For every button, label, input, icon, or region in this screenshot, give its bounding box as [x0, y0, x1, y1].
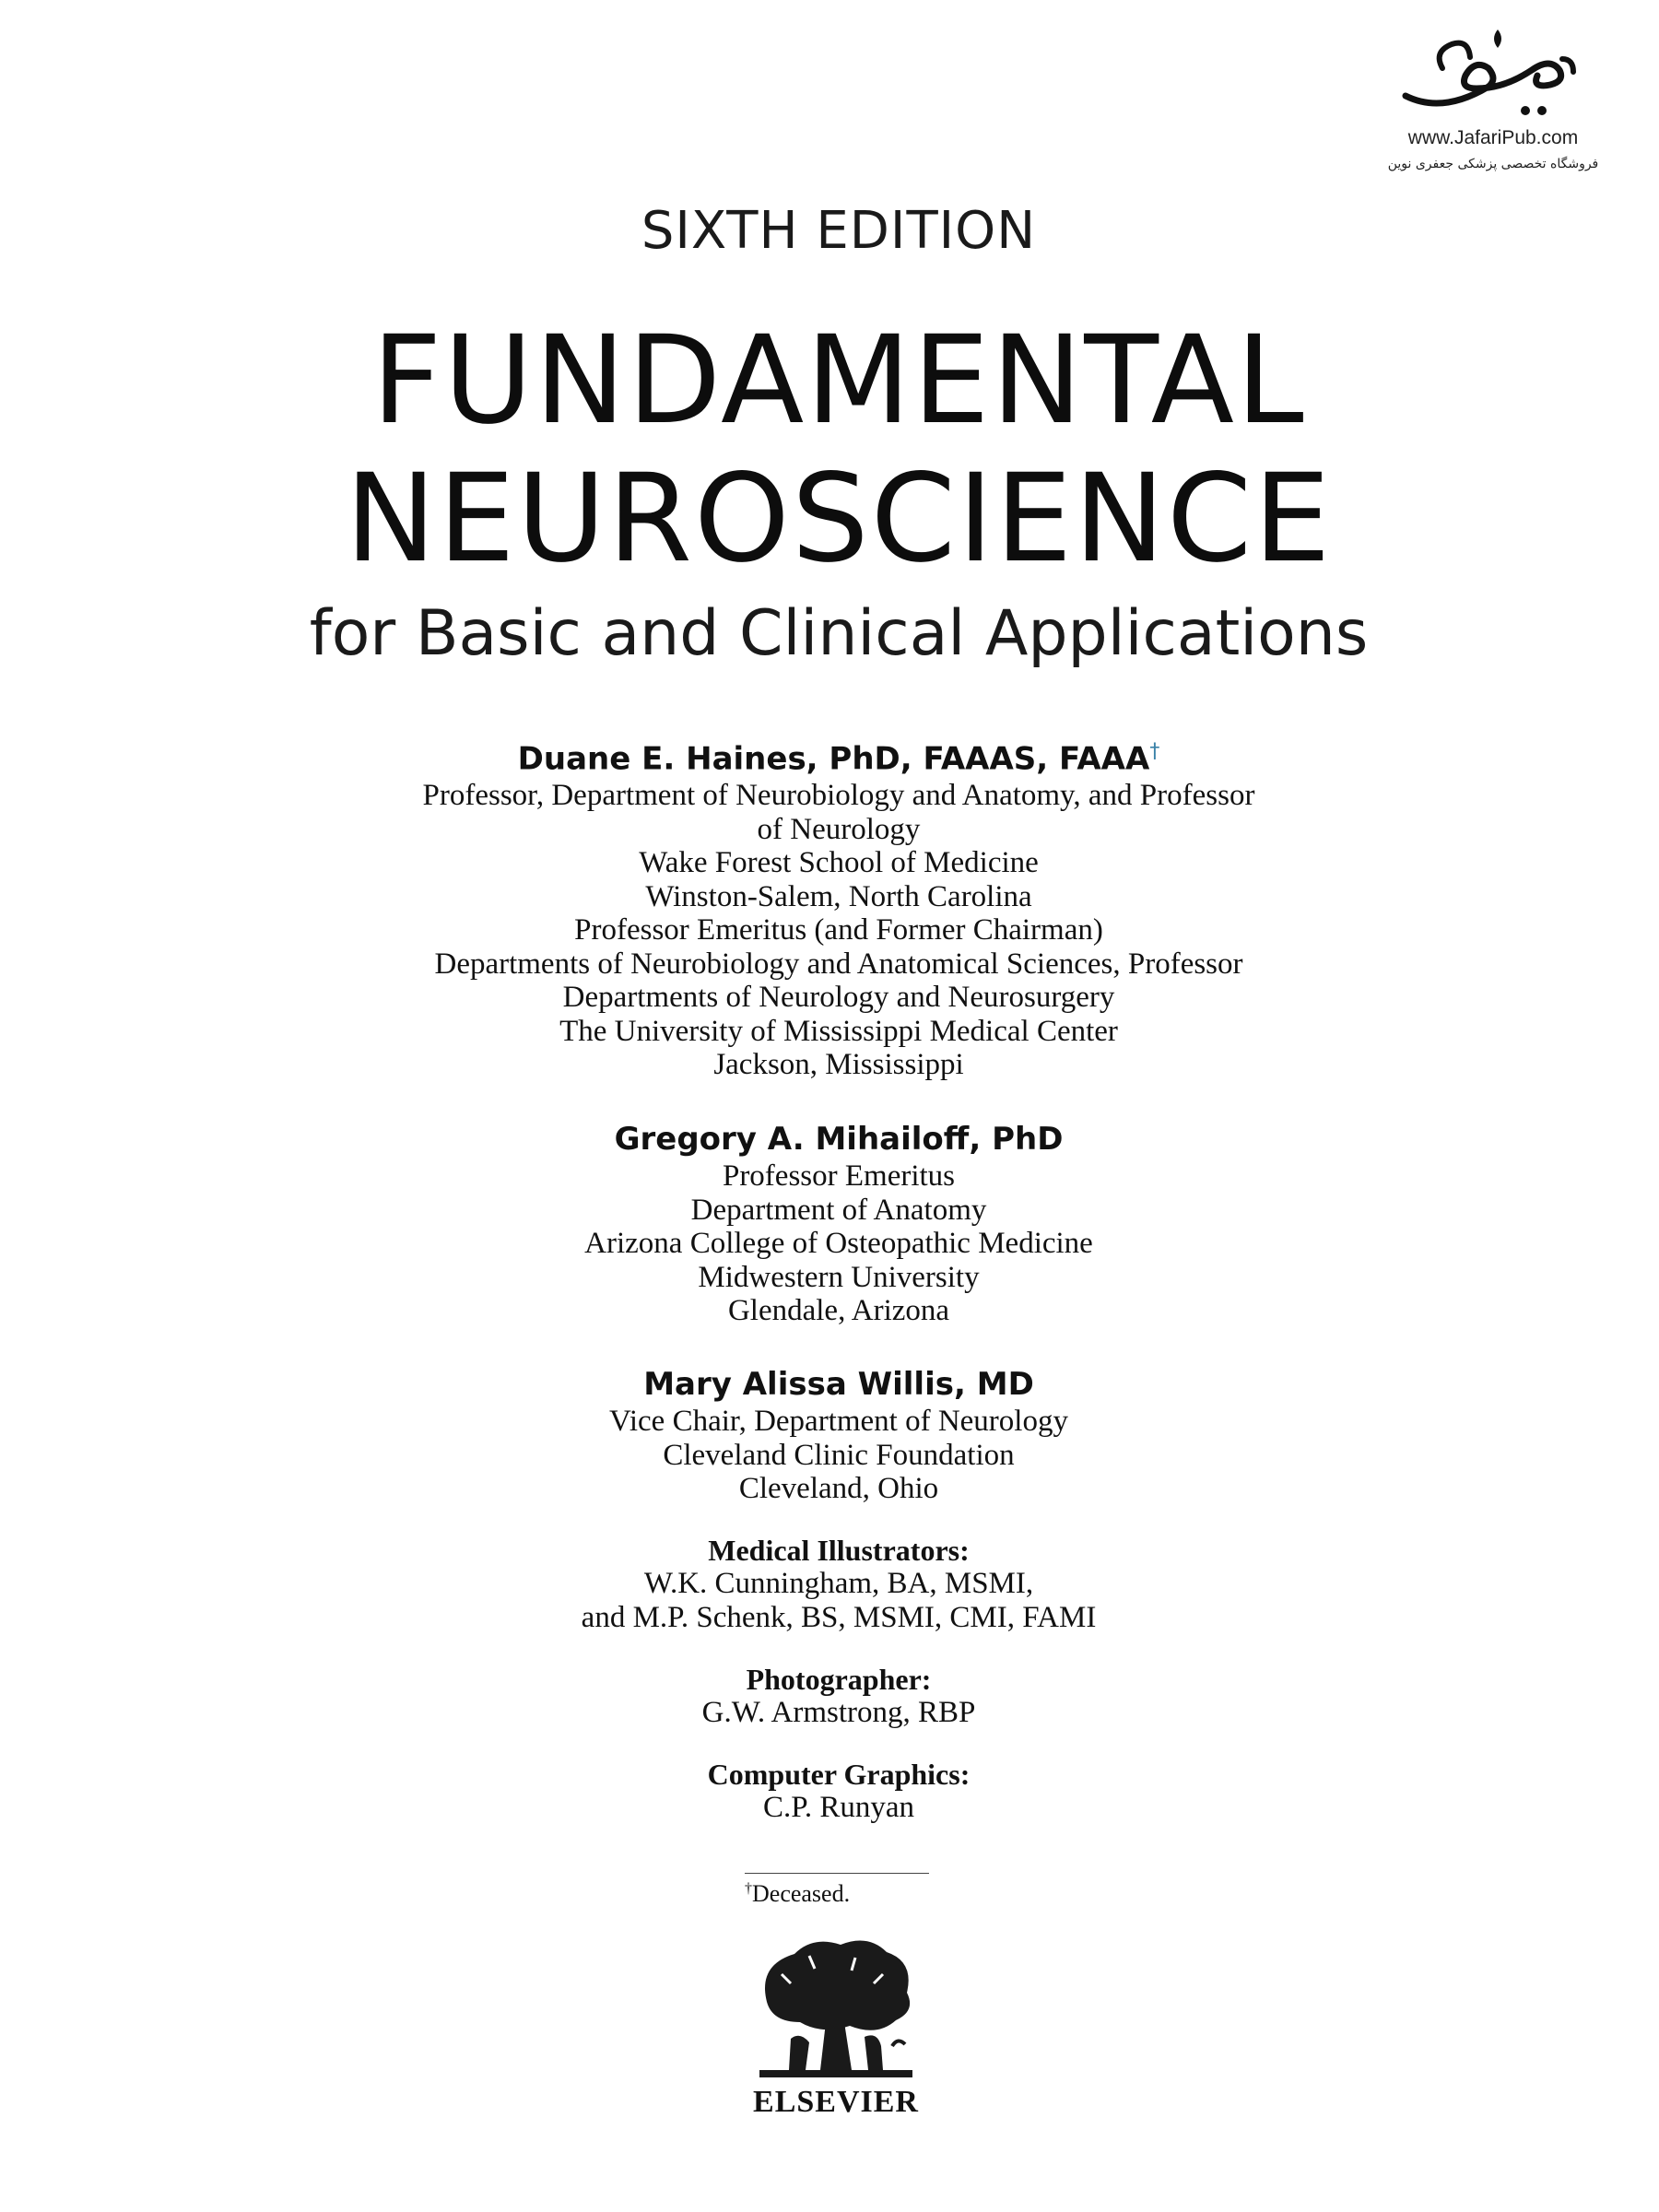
author-name: Duane E. Haines, PhD, FAAAS, FAAA† [517, 740, 1160, 778]
footnote: †Deceased. [745, 1880, 851, 1907]
contributor-name: and M.P. Schenk, BS, MSMI, CMI, FAMI [581, 1600, 1097, 1634]
affiliation-line: Cleveland, Ohio [738, 1472, 939, 1505]
affiliation-line: Professor Emeritus [722, 1159, 956, 1193]
contributor-role: Computer Graphics: [707, 1758, 971, 1791]
affiliation-line: Arizona College of Osteopathic Medicine [584, 1227, 1093, 1260]
affiliation-line: Department of Anatomy [690, 1193, 987, 1227]
affiliation-line: Winston-Salem, North Carolina [645, 879, 1032, 913]
affiliation-line: Departments of Neurobiology and Anatomical Sciences, Professor [434, 947, 1243, 981]
contributor-role: Photographer: [746, 1663, 932, 1696]
author-block-mihailoff [0, 1119, 1659, 1328]
book-title-line-2: NEUROSCIENCE [345, 448, 1333, 590]
publisher-watermark [1364, 22, 1622, 188]
affiliation-line: Professor, Department of Neurobiology and Anatomy, and Professor [422, 779, 1255, 813]
author-name: Gregory A. Mihailoff, PhD [614, 1121, 1064, 1158]
affiliation-line: Departments of Neurology and Neurosurgery [562, 981, 1115, 1015]
book-title-line-1: FUNDAMENTAL [371, 310, 1306, 452]
footnote-divider [745, 1873, 929, 1874]
author-name: Mary Alissa Willis, MD [643, 1366, 1034, 1403]
author-block-willis [0, 1364, 1659, 1506]
affiliation-line: Vice Chair, Department of Neurology [609, 1405, 1068, 1438]
affiliation-line: Cleveland Clinic Foundation [663, 1438, 1015, 1472]
elsevier-tree-logo-icon [754, 1937, 918, 2083]
edition-label: SIXTH EDITION [641, 201, 1037, 261]
affiliation-line: Midwestern University [698, 1260, 980, 1294]
affiliation-line: The University of Mississippi Medical Center [559, 1014, 1118, 1048]
contributor-photographer [0, 1663, 1659, 1730]
contributor-name: G.W. Armstrong, RBP [701, 1696, 976, 1729]
affiliation-line: Professor Emeritus (and Former Chairman) [574, 913, 1103, 947]
jafari-logo-icon [1387, 22, 1599, 124]
watermark-tagline: فروشگاه تخصصی پزشکی جعفری نوین [1387, 157, 1599, 171]
affiliation-line: Glendale, Arizona [727, 1294, 950, 1327]
book-subtitle: for Basic and Clinical Applications [309, 597, 1369, 670]
affiliation-line: Jackson, Mississippi [713, 1048, 964, 1082]
contributor-name: W.K. Cunningham, BA, MSMI, [643, 1567, 1034, 1600]
watermark-url[interactable]: www.JafariPub.com [1407, 127, 1579, 148]
contributor-name: C.P. Runyan [762, 1791, 915, 1824]
contributor-graphics [0, 1758, 1659, 1825]
affiliation-line: Wake Forest School of Medicine [639, 846, 1039, 880]
deceased-mark: † [1149, 740, 1160, 763]
publisher-name: ELSEVIER [753, 2085, 919, 2119]
contributor-illustrators [0, 1534, 1659, 1634]
affiliation-line: of Neurology [757, 812, 921, 846]
author-block-haines [0, 732, 1659, 1082]
contributor-role: Medical Illustrators: [708, 1534, 970, 1567]
